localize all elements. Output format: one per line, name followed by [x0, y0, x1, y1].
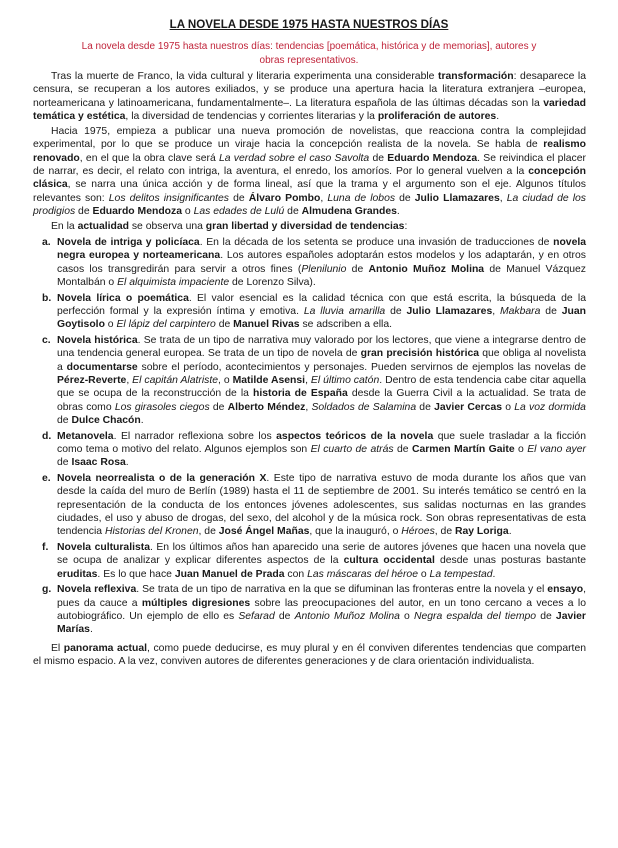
- text-run: de Manuel Vázquez Montalbán o: [57, 263, 586, 288]
- list-item-d: [33, 430, 586, 470]
- text-run: ,: [492, 305, 500, 317]
- italic-text: La tempestad: [429, 568, 493, 580]
- text-run: . En la década de los setenta se produce una invasión de traducciones de: [199, 237, 554, 248]
- text-run: , o: [218, 374, 233, 386]
- list-item-text: [57, 237, 586, 288]
- bold-text: Dulce Chacón: [71, 414, 141, 426]
- text-run: de: [395, 192, 415, 204]
- text-run: de: [57, 414, 72, 426]
- italic-text: Los girasoles ciegos: [114, 401, 210, 413]
- text-run: con: [284, 568, 308, 580]
- text-run: ,: [320, 192, 328, 204]
- text-run: , se narra una única acción y de forma lineal, así que la trama y el argumento son el eje. Algunos títulos relevantes son:: [33, 179, 586, 204]
- text-run: .: [496, 110, 500, 122]
- text-run: de: [416, 401, 435, 413]
- italic-text: La verdad sobre el caso Savolta: [218, 152, 370, 164]
- bold-text: novela negra europea y norteamericana: [57, 237, 587, 262]
- text-run: , la diversidad de tendencias y corrientes literarias y la: [125, 110, 378, 122]
- italic-text: Plenilunio: [301, 263, 347, 275]
- bold-text: Juan Manuel de Prada: [174, 568, 285, 580]
- bold-text: documentarse: [66, 361, 138, 373]
- bold-text: Novela neorrealista o de la generación X: [57, 473, 267, 485]
- italic-text: La ciudad de los prodigios: [33, 192, 586, 217]
- bold-text: múltiples digresiones: [141, 597, 251, 609]
- list-item-text: [57, 335, 586, 426]
- italic-text: Los delitos insignificantes: [108, 192, 229, 204]
- list-item-e: [33, 472, 586, 538]
- text-run: . Los autores españoles adoptarán estos modelos y los adaptarán, y en otros casos los transgredirán para servir a otros fines (: [57, 250, 586, 275]
- text-run: de Lorenzo Silva).: [229, 276, 316, 288]
- bold-text: aspectos teóricos de la novela: [276, 430, 434, 442]
- text-run: desde la Guerra Civil a la actualidad. Se trata de obras como: [57, 388, 587, 413]
- text-run: o: [417, 568, 430, 580]
- text-run: .: [89, 624, 93, 636]
- text-run: , de: [198, 526, 219, 538]
- italic-text: El vano ayer: [527, 443, 586, 455]
- text-run: ,: [499, 192, 507, 204]
- text-run: o: [182, 205, 194, 217]
- text-run: . En los últimos años han aparecido una serie de autores jóvenes que hacen una novela que se ocupa de analizar y explicar diferentes aspectos de la: [57, 542, 586, 567]
- italic-text: El cuarto de atrás: [310, 443, 394, 455]
- italic-text: El último catón: [310, 374, 380, 386]
- text-run: : desaparece la censura, se recuperan a los autores exiliados, y se produce una apertura hacia la literatura extranjera –europea, norteamericana y latinoamericana, fundamentalmente–. La literatura española de las últimas décadas son la: [33, 71, 586, 109]
- text-run: de: [540, 305, 562, 317]
- text-run: . Es lo que hace: [97, 568, 175, 580]
- italic-text: Negra espalda del tiempo: [413, 611, 537, 623]
- text-run: . El valor esencial es la calidad técnica con que está escrita, la búsqueda de la perfección formal y la expresión íntima y emotiva.: [57, 292, 586, 317]
- bold-text: gran precisión histórica: [360, 348, 480, 360]
- text-run: .: [140, 414, 144, 426]
- bold-text: concepción clásica: [33, 166, 586, 191]
- bold-text: realismo renovado: [33, 139, 586, 164]
- bold-text: Pérez-Reverte: [57, 374, 127, 386]
- text-run: de: [536, 611, 556, 623]
- bold-text: Novela culturalista: [57, 542, 150, 554]
- text-run: . Este tipo de narrativa estuvo de moda durante los años que van desde la caída del muro de Berlín (1989) hasta el 11 de septiembre de 2001. Su interés temático se centró en la representación de la conducta de los entonces jóvenes adolescentes, sus salidas nocturnas en las grandes ciudades, el uso y abuso de drogas, del sexo, del alcohol y de la música rock. Son obras representativas de esta tendencia: [57, 473, 586, 538]
- text-run: .: [492, 568, 496, 580]
- bold-text: Antonio Muñoz Molina: [368, 263, 485, 275]
- text-run: o: [514, 443, 528, 455]
- bold-text: Álvaro Pombo: [248, 192, 321, 204]
- bold-text: gran libertad y diversidad de tendencias: [205, 221, 405, 233]
- bold-text: Eduardo Mendoza: [387, 152, 478, 164]
- list-item-f: [33, 541, 586, 581]
- text-run: sobre las preocupaciones del autor, en un tono cercano a veces a lo autobiográfico. Un ejemplo de ello es: [57, 597, 586, 623]
- list-item-g: [33, 583, 586, 636]
- text-run: de: [284, 205, 302, 217]
- text-run: En la: [51, 221, 78, 233]
- paragraph-intro-2: [33, 125, 586, 218]
- bold-text: Novela de intriga y policíaca: [57, 237, 200, 248]
- text-run: . El narrador reflexiona sobre los: [113, 430, 277, 442]
- bold-text: Julio Llamazares: [414, 192, 500, 204]
- text-run: .: [125, 457, 129, 469]
- text-run: de: [274, 611, 295, 623]
- text-run: de: [75, 205, 93, 217]
- text-run: :: [404, 221, 408, 233]
- bold-text: historia de España: [253, 388, 348, 400]
- bold-text: panorama actual: [63, 643, 148, 654]
- list-letter: b.: [42, 292, 52, 304]
- bold-text: Almudena Grandes: [301, 205, 397, 217]
- text-run: de: [209, 401, 228, 413]
- bold-text: Novela reflexiva: [57, 584, 137, 596]
- conclusion-section: [33, 642, 586, 669]
- text-run: de: [346, 263, 369, 275]
- italic-text: Las edades de Lulú: [193, 205, 285, 217]
- bold-text: variedad temática y estética: [33, 97, 586, 122]
- text-run: o: [399, 611, 414, 623]
- bold-text: Eduardo Mendoza: [92, 205, 182, 217]
- bold-text: Novela lírica o poemática: [57, 292, 189, 304]
- list-item-text: [57, 542, 586, 580]
- text-run: desde unas posturas bastante: [434, 555, 586, 567]
- list-letter: d.: [42, 430, 52, 442]
- text-run: . Dentro de esta tendencia cabe citar aquella que se ocupa de la reconstrucción de la: [57, 374, 586, 400]
- list-item-c: [33, 334, 586, 427]
- text-run: Hacia 1975, empieza a publicar una nueva promoción de novelistas, que reacciona contra la complejidad experimental, por lo que se produce un viraje hacia la concepción realista de la novela. Se habla de: [33, 126, 586, 151]
- page-title: LA NOVELA DESDE 1975 HASTA NUESTROS DÍAS: [169, 18, 449, 31]
- bold-text: transformación: [437, 71, 514, 82]
- bold-text: Carmen Martín Gaite: [411, 443, 515, 455]
- list-letter: e.: [42, 473, 51, 485]
- text-run: , pues da cauce a: [57, 584, 586, 609]
- italic-text: La lluvia amarilla: [303, 305, 386, 317]
- intro-section: [33, 70, 586, 234]
- text-run: .: [508, 526, 512, 538]
- text-run: de: [57, 457, 72, 469]
- list-item-text: [57, 431, 586, 469]
- text-run: , de: [434, 526, 455, 538]
- text-run: ,: [305, 401, 312, 413]
- text-run: de: [385, 305, 407, 317]
- text-run: que suele trasladar a la ficción como tema o motivo del relato. Algunos ejemplos son: [57, 430, 586, 455]
- text-run: , en el que la obra clave será: [79, 152, 219, 164]
- text-run: se observa una: [128, 221, 206, 233]
- text-run: ,: [126, 374, 133, 386]
- bold-text: Juan Goytisolo: [57, 305, 586, 331]
- bold-text: Javier Marías: [57, 611, 586, 636]
- list-letter: c.: [42, 335, 51, 347]
- italic-text: Las máscaras del héroe: [307, 568, 418, 580]
- italic-text: El alquimista impaciente: [117, 276, 230, 288]
- text-run: .: [396, 205, 400, 217]
- tendencias-list: [33, 236, 586, 639]
- list-item-text: [57, 473, 586, 537]
- list-letter: g.: [42, 584, 52, 596]
- page-subtitle: La novela desde 1975 hasta nuestros días: tendencias [poemática, histórica y de memorias], autores y obras representativos.: [81, 41, 537, 66]
- italic-text: El lápiz del carpintero: [116, 319, 216, 331]
- bold-text: Julio Llamazares: [406, 305, 493, 317]
- italic-text: El capitán Alatriste: [132, 374, 218, 386]
- italic-text: Makbara: [500, 305, 541, 317]
- bold-text: Novela histórica: [57, 335, 138, 347]
- italic-text: Sefarad: [238, 611, 275, 623]
- italic-text: La voz dormida: [514, 401, 586, 413]
- italic-text: Historias del Kronen: [104, 526, 199, 538]
- list-item-b: [33, 292, 586, 332]
- text-run: , como puede deducirse, es muy plural y en él conviven diferentes tendencias que comparten el mismo espacio. A la vez, conviven autores de diferentes generaciones y de clara orientación individualista.: [33, 643, 587, 668]
- list-item-text: [57, 584, 586, 635]
- text-run: o: [502, 401, 515, 413]
- text-run: . Se trata de un tipo de narrativa muy valorado por los lectores, que viene a integrarse dentro de una tendencia general europea. Se trata de un tipo de novela de: [57, 335, 586, 360]
- italic-text: Antonio Muñoz Molina: [294, 611, 400, 623]
- paragraph-intro-1: [33, 70, 586, 123]
- bold-text: proliferación de autores: [377, 110, 497, 122]
- italic-text: Luna de lobos: [327, 192, 396, 204]
- text-run: se adscriben a ella.: [299, 319, 393, 331]
- text-run: sobre el período, acontecimientos y personajes. Pueden servirnos de ejemplos las novelas de: [137, 361, 586, 373]
- bold-text: Metanovela: [57, 430, 114, 442]
- bold-text: Manuel Rivas: [233, 319, 300, 331]
- text-run: de: [393, 443, 412, 455]
- bold-text: eruditas: [57, 568, 98, 580]
- text-run: Tras la muerte de Franco, la vida cultural y literaria experimenta una considerable: [51, 71, 438, 82]
- bold-text: cultura occidental: [343, 555, 435, 567]
- paragraph-intro-3: [33, 220, 586, 233]
- list-letter: a.: [42, 237, 51, 248]
- italic-text: Soldados de Salamina: [311, 401, 417, 413]
- text-run: . Se trata de un tipo de narrativa en la que se difuminan las fronteras entre la novela y el: [136, 584, 548, 596]
- text-run: , que la inauguró, o: [309, 526, 402, 538]
- text-run: de: [229, 192, 249, 204]
- text-run: ,: [305, 374, 311, 386]
- text-run: de: [215, 319, 234, 331]
- text-run: El: [51, 643, 64, 654]
- bold-text: Ray Loriga: [454, 526, 509, 538]
- list-item-a: [33, 236, 586, 289]
- italic-text: Héroes: [401, 526, 435, 538]
- text-run: o: [104, 319, 117, 331]
- text-run: . Se reivindica el placer de narrar, es decir, el relato con intriga, la aventura, el enredo, los amoríos. Por lo general vuelven a la: [33, 152, 586, 178]
- bold-text: Matilde Asensi: [232, 374, 306, 386]
- bold-text: Isaac Rosa: [71, 457, 126, 469]
- bold-text: José Ángel Mañas: [218, 526, 310, 538]
- bold-text: actualidad: [77, 221, 129, 233]
- text-run: de: [369, 152, 388, 164]
- bold-text: Alberto Méndez: [227, 401, 306, 413]
- list-item-text: [57, 293, 586, 331]
- bold-text: Javier Cercas: [434, 401, 503, 413]
- list-letter: f.: [42, 542, 49, 554]
- paragraph-conclusion: [33, 642, 586, 669]
- text-run: que obliga al novelista a: [57, 348, 587, 373]
- bold-text: ensayo: [547, 584, 584, 596]
